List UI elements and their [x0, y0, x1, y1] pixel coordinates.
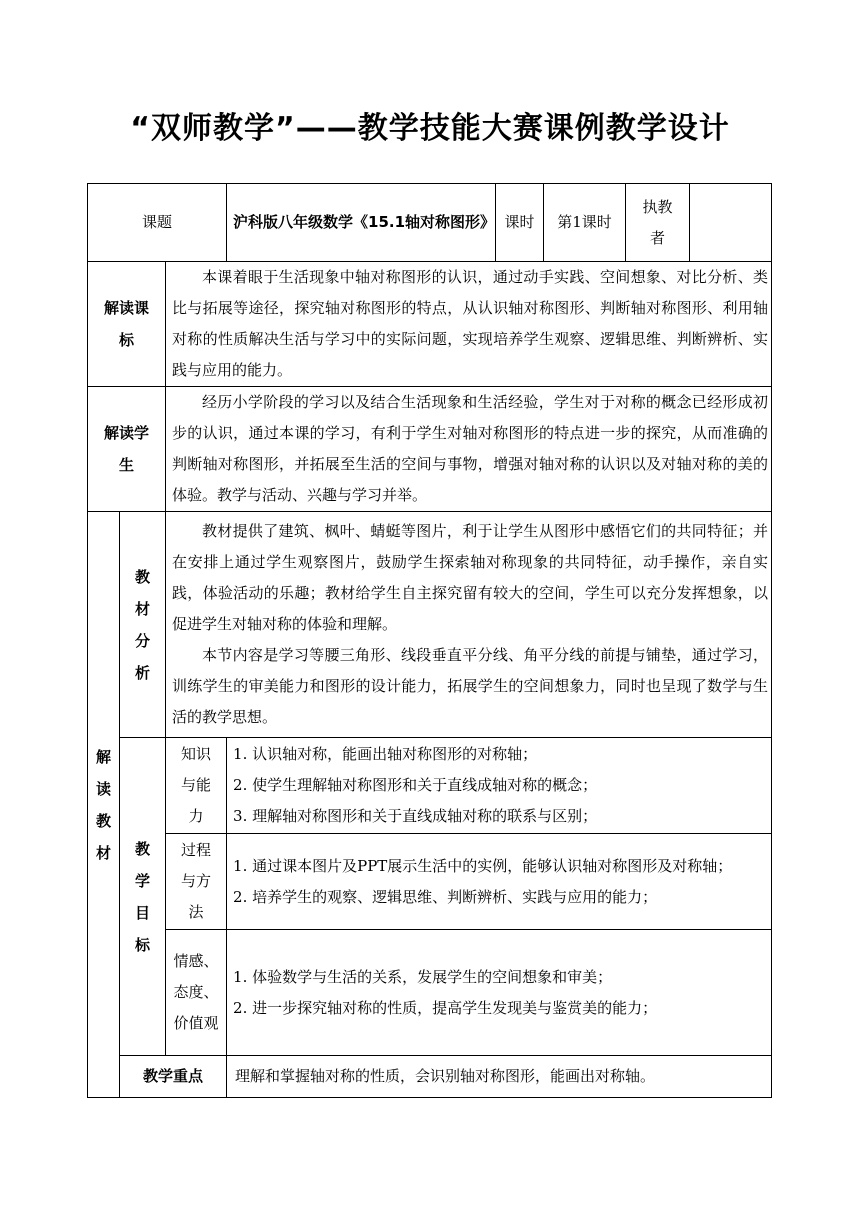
goal-list-knowledge: [227, 738, 772, 834]
goal-row-attitude: [88, 930, 772, 1056]
teacher-label: 执教者: [626, 184, 690, 262]
students-text: 经历小学阶段的学习以及结合生活现象和生活经验，学生对于对称的概念已经形成初步的认识，通过本课的学习，有利于学生对轴对称图形的特点进一步的探究，从而准确的判断轴对称图形，并拓展至生活的空间与事物，增强对轴对称的认识以及对轴对称的美的体验。教学与活动、兴趣与学习并举。: [172, 393, 769, 504]
curriculum-label: 解读课标: [88, 262, 166, 387]
goal-list-attitude: [227, 930, 772, 1056]
analysis-paragraph-2: 本节内容是学习等腰三角形、线段垂直平分线、角平分线的前提与铺垫，通过学习，训练学生的审美能力和图形的设计能力，拓展学生的空间想象力，同时也呈现了数学与生活的教学思想。: [172, 646, 769, 726]
analysis-label: 教材分析: [120, 512, 166, 738]
topic-value: 沪科版八年级数学《15.1轴对称图形》: [227, 184, 496, 262]
key-point-text: 理解和掌握轴对称的性质，会识别轴对称图形，能画出对称轴。: [227, 1056, 772, 1098]
analysis-paragraph-1: 教材提供了建筑、枫叶、蜻蜓等图片，利于让学生从图形中感悟它们的共同特征；并在安排上通过学生观察图片，鼓励学生探索轴对称现象的共同特征，动手操作，亲自实践，体验活动的乐趣；教材给学生自主探究留有较大的空间，学生可以充分发挥想象，以促进学生对轴对称的体验和理解。: [172, 522, 769, 633]
lesson-design-table: [87, 183, 772, 1098]
goal-label-knowledge: 知识与能力: [166, 738, 227, 834]
curriculum-row: [88, 262, 772, 387]
goal-item: 2. 使学生理解轴对称图形和关于直线成轴对称的概念；: [233, 776, 598, 794]
analysis-row: [88, 512, 772, 738]
document-title: “双师教学”——教学技能大赛课例教学设计: [130, 111, 730, 146]
analysis-text-cell: [166, 512, 772, 738]
textbook-label: 解读教材: [88, 512, 120, 1098]
key-point-row: [88, 1056, 772, 1098]
period-value: 第1课时: [544, 184, 626, 262]
goal-item: 2. 进一步探究轴对称的性质，提高学生发现美与鉴赏美的能力；: [233, 998, 658, 1017]
goal-item: 1. 通过课本图片及PPT展示生活中的实例，能够认识轴对称图形及对称轴；: [233, 856, 733, 875]
goal-item: 1. 体验数学与生活的关系，发展学生的空间想象和审美；: [233, 967, 613, 986]
goal-list-process: [227, 834, 772, 930]
teacher-value: [690, 184, 772, 262]
period-label: 课时: [496, 184, 544, 262]
goal-item: 3. 理解轴对称图形和关于直线成轴对称的联系与区别；: [233, 807, 598, 825]
topic-label: 课题: [88, 184, 227, 262]
header-row: [88, 184, 772, 262]
goal-label-process: 过程与方法: [166, 834, 227, 930]
goal-label-attitude: 情感、态度、价值观: [166, 930, 227, 1056]
goal-item: 1. 认识轴对称，能画出轴对称图形的对称轴；: [233, 745, 538, 763]
key-point-label: 教学重点: [120, 1056, 227, 1098]
goal-row-process: [88, 834, 772, 930]
students-text-cell: [166, 387, 772, 512]
goals-label: 教学目标: [120, 738, 166, 1056]
curriculum-text: 本课着眼于生活现象中轴对称图形的认识，通过动手实践、空间想象、对比分析、类比与拓展等途径，探究轴对称图形的特点，从认识轴对称图形、判断轴对称图形、利用轴对称的性质解决生活与学习中的实际问题，实现培养学生观察、逻辑思维、判断辨析、实践与应用的能力。: [172, 268, 769, 379]
students-row: [88, 387, 772, 512]
goal-item: 2. 培养学生的观察、逻辑思维、判断辨析、实践与应用的能力；: [233, 887, 658, 906]
goal-row-knowledge: [88, 738, 772, 834]
curriculum-text-cell: [166, 262, 772, 387]
students-label: 解读学生: [88, 387, 166, 512]
